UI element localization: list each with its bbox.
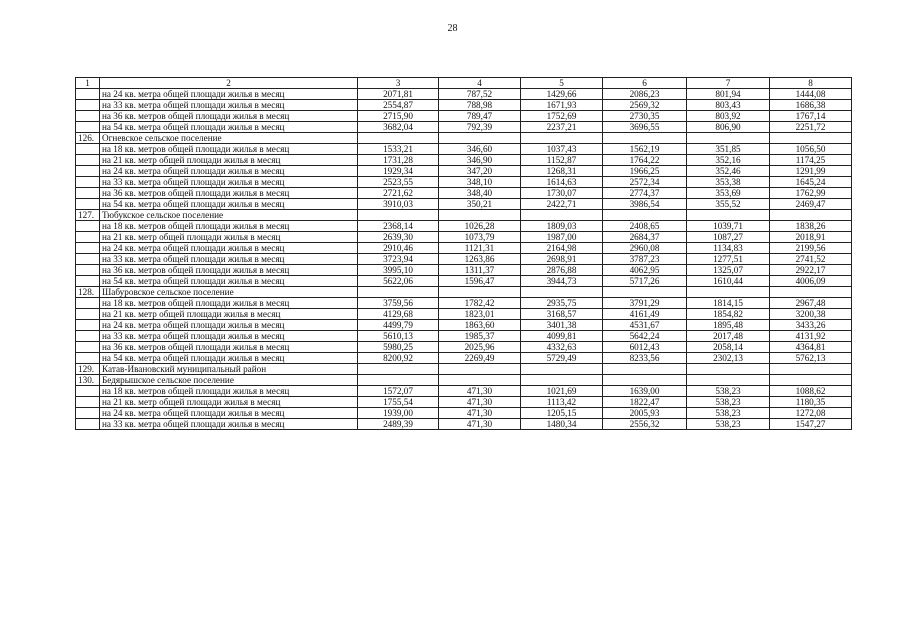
- row-number-cell: [76, 265, 100, 276]
- value-cell-col-6: 6012,43: [603, 342, 687, 353]
- row-number-cell: [76, 199, 100, 210]
- value-cell-col-8: [770, 210, 852, 221]
- table-row: [76, 100, 852, 111]
- value-cell-col-4: 1263,86: [439, 254, 521, 265]
- value-cell-col-8: 1686,38: [770, 100, 852, 111]
- settlement-name-cell: Тюбукское сельское поселение: [100, 210, 358, 221]
- value-cell-col-8: 3200,38: [770, 309, 852, 320]
- table-row: [76, 342, 852, 353]
- area-description-cell: на 24 кв. метра общей площади жилья в месяц: [100, 243, 358, 254]
- value-cell-col-7: 1814,15: [687, 298, 770, 309]
- value-cell-col-4: 350,21: [439, 199, 521, 210]
- column-number: 5: [521, 78, 603, 89]
- area-description-cell: на 54 кв. метра общей площади жилья в месяц: [100, 276, 358, 287]
- area-description-cell: на 21 кв. метр общей площади жилья в месяц: [100, 397, 358, 408]
- column-number: 1: [76, 78, 100, 89]
- value-cell-col-8: 1291,99: [770, 166, 852, 177]
- value-cell-col-3: [358, 210, 439, 221]
- value-cell-col-6: 3791,29: [603, 298, 687, 309]
- value-cell-col-8: 1762,99: [770, 188, 852, 199]
- value-cell-col-5: [521, 133, 603, 144]
- column-number: 7: [687, 78, 770, 89]
- area-description-cell: на 33 кв. метра общей площади жилья в месяц: [100, 331, 358, 342]
- area-description-cell: на 36 кв. метров общей площади жилья в месяц: [100, 111, 358, 122]
- row-number-cell: [76, 111, 100, 122]
- value-cell-col-4: 346,60: [439, 144, 521, 155]
- value-cell-col-7: 355,52: [687, 199, 770, 210]
- row-number-cell: 128.: [76, 287, 100, 298]
- area-description-cell: на 18 кв. метров общей площади жилья в месяц: [100, 144, 358, 155]
- table-row: [76, 254, 852, 265]
- value-cell-col-6: 1764,22: [603, 155, 687, 166]
- value-cell-col-5: 3401,38: [521, 320, 603, 331]
- value-cell-col-8: 1838,26: [770, 221, 852, 232]
- value-cell-col-7: 1610,44: [687, 276, 770, 287]
- area-description-cell: на 24 кв. метра общей площади жилья в месяц: [100, 166, 358, 177]
- value-cell-col-5: 1730,07: [521, 188, 603, 199]
- value-cell-col-7: [687, 364, 770, 375]
- value-cell-col-4: 1596,47: [439, 276, 521, 287]
- value-cell-col-6: 4161,49: [603, 309, 687, 320]
- value-cell-col-7: 2302,13: [687, 353, 770, 364]
- value-cell-col-4: 471,30: [439, 408, 521, 419]
- table-row: [76, 221, 852, 232]
- area-description-cell: на 33 кв. метра общей площади жилья в месяц: [100, 100, 358, 111]
- value-cell-col-5: 1480,34: [521, 419, 603, 430]
- value-cell-col-3: 2554,87: [358, 100, 439, 111]
- tariff-table: [75, 77, 852, 430]
- table-row: [76, 408, 852, 419]
- value-cell-col-4: 1782,42: [439, 298, 521, 309]
- value-cell-col-3: 2368,14: [358, 221, 439, 232]
- value-cell-col-5: 1671,93: [521, 100, 603, 111]
- value-cell-col-3: 5622,06: [358, 276, 439, 287]
- area-description-cell: на 18 кв. метров общей площади жилья в месяц: [100, 298, 358, 309]
- row-number-cell: [76, 419, 100, 430]
- area-description-cell: на 18 кв. метров общей площади жилья в месяц: [100, 221, 358, 232]
- value-cell-col-5: 1809,03: [521, 221, 603, 232]
- value-cell-col-6: 2005,93: [603, 408, 687, 419]
- section-row: [76, 287, 852, 298]
- value-cell-col-3: 2489,39: [358, 419, 439, 430]
- value-cell-col-5: 1113,42: [521, 397, 603, 408]
- table-row: [76, 122, 852, 133]
- table-body: [76, 78, 852, 430]
- area-description-cell: на 33 кв. метра общей площади жилья в месяц: [100, 419, 358, 430]
- value-cell-col-7: 801,94: [687, 89, 770, 100]
- value-cell-col-8: 4131,92: [770, 331, 852, 342]
- value-cell-col-5: 1614,63: [521, 177, 603, 188]
- row-number-cell: [76, 254, 100, 265]
- table-row: [76, 320, 852, 331]
- value-cell-col-4: 1073,79: [439, 232, 521, 243]
- value-cell-col-5: 2698,91: [521, 254, 603, 265]
- value-cell-col-6: 2774,37: [603, 188, 687, 199]
- table-row: [76, 188, 852, 199]
- value-cell-col-5: 4332,63: [521, 342, 603, 353]
- value-cell-col-7: 352,16: [687, 155, 770, 166]
- value-cell-col-8: 5762,13: [770, 353, 852, 364]
- value-cell-col-8: 2967,48: [770, 298, 852, 309]
- value-cell-col-8: 4364,81: [770, 342, 852, 353]
- value-cell-col-6: [603, 133, 687, 144]
- value-cell-col-8: 1767,14: [770, 111, 852, 122]
- value-cell-col-5: 3168,57: [521, 309, 603, 320]
- area-description-cell: на 33 кв. метра общей площади жилья в месяц: [100, 254, 358, 265]
- row-number-cell: [76, 122, 100, 133]
- value-cell-col-8: 2469,47: [770, 199, 852, 210]
- value-cell-col-7: [687, 375, 770, 386]
- value-cell-col-7: 803,92: [687, 111, 770, 122]
- value-cell-col-8: 4006,09: [770, 276, 852, 287]
- value-cell-col-5: 1021,69: [521, 386, 603, 397]
- value-cell-col-4: 1863,60: [439, 320, 521, 331]
- value-cell-col-6: 2960,08: [603, 243, 687, 254]
- value-cell-col-3: 1929,34: [358, 166, 439, 177]
- area-description-cell: на 36 кв. метров общей площади жилья в месяц: [100, 265, 358, 276]
- column-number: 8: [770, 78, 852, 89]
- row-number-cell: [76, 89, 100, 100]
- value-cell-col-8: 1174,25: [770, 155, 852, 166]
- table-row: [76, 166, 852, 177]
- area-description-cell: на 36 кв. метров общей площади жилья в месяц: [100, 188, 358, 199]
- area-description-cell: на 21 кв. метр общей площади жилья в месяц: [100, 155, 358, 166]
- value-cell-col-4: [439, 375, 521, 386]
- value-cell-col-3: [358, 364, 439, 375]
- settlement-name-cell: Шабуровское сельское поселение: [100, 287, 358, 298]
- value-cell-col-7: 803,43: [687, 100, 770, 111]
- value-cell-col-4: [439, 287, 521, 298]
- table-row: [76, 331, 852, 342]
- row-number-cell: 126.: [76, 133, 100, 144]
- row-number-cell: [76, 353, 100, 364]
- table-row: [76, 199, 852, 210]
- value-cell-col-6: 1562,19: [603, 144, 687, 155]
- row-number-cell: [76, 386, 100, 397]
- value-cell-col-6: 4062,95: [603, 265, 687, 276]
- row-number-cell: [76, 309, 100, 320]
- row-number-cell: [76, 100, 100, 111]
- row-number-cell: [76, 276, 100, 287]
- value-cell-col-8: 1444,08: [770, 89, 852, 100]
- value-cell-col-7: 353,38: [687, 177, 770, 188]
- value-cell-col-4: 347,20: [439, 166, 521, 177]
- value-cell-col-6: 3986,54: [603, 199, 687, 210]
- row-number-cell: [76, 298, 100, 309]
- value-cell-col-7: 1039,71: [687, 221, 770, 232]
- value-cell-col-5: 1429,66: [521, 89, 603, 100]
- value-cell-col-3: 2721,62: [358, 188, 439, 199]
- table-row: [76, 397, 852, 408]
- value-cell-col-8: 1056,50: [770, 144, 852, 155]
- value-cell-col-7: 353,69: [687, 188, 770, 199]
- area-description-cell: на 21 кв. метр общей площади жилья в месяц: [100, 309, 358, 320]
- area-description-cell: на 18 кв. метров общей площади жилья в месяц: [100, 386, 358, 397]
- value-cell-col-6: 2086,23: [603, 89, 687, 100]
- area-description-cell: на 33 кв. метра общей площади жилья в месяц: [100, 177, 358, 188]
- value-cell-col-3: 3759,56: [358, 298, 439, 309]
- value-cell-col-6: 2730,35: [603, 111, 687, 122]
- value-cell-col-3: [358, 375, 439, 386]
- value-cell-col-4: 792,39: [439, 122, 521, 133]
- value-cell-col-7: 1325,07: [687, 265, 770, 276]
- value-cell-col-3: 4129,68: [358, 309, 439, 320]
- value-cell-col-7: 2017,48: [687, 331, 770, 342]
- value-cell-col-4: 1121,31: [439, 243, 521, 254]
- value-cell-col-6: 1639,00: [603, 386, 687, 397]
- value-cell-col-5: 1268,31: [521, 166, 603, 177]
- value-cell-col-4: 787,52: [439, 89, 521, 100]
- value-cell-col-4: 471,30: [439, 419, 521, 430]
- value-cell-col-4: 1311,37: [439, 265, 521, 276]
- value-cell-col-5: [521, 375, 603, 386]
- value-cell-col-3: 3682,04: [358, 122, 439, 133]
- table-row: [76, 243, 852, 254]
- value-cell-col-7: 2058,14: [687, 342, 770, 353]
- row-number-cell: [76, 232, 100, 243]
- table-row: [76, 111, 852, 122]
- value-cell-col-4: [439, 133, 521, 144]
- area-description-cell: на 24 кв. метра общей площади жилья в месяц: [100, 320, 358, 331]
- value-cell-col-4: 346,90: [439, 155, 521, 166]
- settlement-name-cell: Огневское сельское поселение: [100, 133, 358, 144]
- area-description-cell: на 54 кв. метра общей площади жилья в месяц: [100, 122, 358, 133]
- value-cell-col-6: [603, 210, 687, 221]
- table-row: [76, 177, 852, 188]
- value-cell-col-3: 2715,90: [358, 111, 439, 122]
- value-cell-col-8: 1645,24: [770, 177, 852, 188]
- row-number-cell: [76, 331, 100, 342]
- table-row: [76, 232, 852, 243]
- value-cell-col-7: 352,46: [687, 166, 770, 177]
- value-cell-col-6: 3787,23: [603, 254, 687, 265]
- value-cell-col-5: 4099,81: [521, 331, 603, 342]
- value-cell-col-5: [521, 364, 603, 375]
- value-cell-col-7: 1087,27: [687, 232, 770, 243]
- value-cell-col-6: 2684,37: [603, 232, 687, 243]
- value-cell-col-8: 2199,56: [770, 243, 852, 254]
- table-row: [76, 309, 852, 320]
- value-cell-col-5: 1752,69: [521, 111, 603, 122]
- value-cell-col-6: 2408,65: [603, 221, 687, 232]
- value-cell-col-8: 3433,26: [770, 320, 852, 331]
- value-cell-col-6: 5717,26: [603, 276, 687, 287]
- value-cell-col-5: [521, 210, 603, 221]
- value-cell-col-5: 2935,75: [521, 298, 603, 309]
- value-cell-col-6: 5642,24: [603, 331, 687, 342]
- value-cell-col-6: 3696,55: [603, 122, 687, 133]
- table-row: [76, 155, 852, 166]
- row-number-cell: [76, 221, 100, 232]
- value-cell-col-6: [603, 287, 687, 298]
- value-cell-col-7: [687, 133, 770, 144]
- value-cell-col-8: 1272,08: [770, 408, 852, 419]
- value-cell-col-3: 4499,79: [358, 320, 439, 331]
- area-description-cell: на 54 кв. метра общей площади жилья в месяц: [100, 199, 358, 210]
- value-cell-col-3: 1939,00: [358, 408, 439, 419]
- table-row: [76, 419, 852, 430]
- value-cell-col-8: [770, 364, 852, 375]
- column-number: 2: [100, 78, 358, 89]
- value-cell-col-5: 3944,73: [521, 276, 603, 287]
- value-cell-col-5: 1987,00: [521, 232, 603, 243]
- row-number-cell: [76, 177, 100, 188]
- area-description-cell: на 24 кв. метра общей площади жилья в месяц: [100, 408, 358, 419]
- value-cell-col-7: 806,90: [687, 122, 770, 133]
- row-number-cell: 130.: [76, 375, 100, 386]
- row-number-cell: 129.: [76, 364, 100, 375]
- value-cell-col-5: 1205,15: [521, 408, 603, 419]
- value-cell-col-8: 2741,52: [770, 254, 852, 265]
- row-number-cell: 127.: [76, 210, 100, 221]
- section-row: [76, 375, 852, 386]
- value-cell-col-7: [687, 287, 770, 298]
- value-cell-col-7: [687, 210, 770, 221]
- value-cell-col-5: 1037,43: [521, 144, 603, 155]
- table-row: [76, 89, 852, 100]
- value-cell-col-5: 2164,98: [521, 243, 603, 254]
- value-cell-col-3: [358, 133, 439, 144]
- value-cell-col-5: 5729,49: [521, 353, 603, 364]
- value-cell-col-8: 1088,62: [770, 386, 852, 397]
- row-number-cell: [76, 166, 100, 177]
- value-cell-col-5: 2422,71: [521, 199, 603, 210]
- row-number-cell: [76, 397, 100, 408]
- table-row: [76, 276, 852, 287]
- value-cell-col-4: 1823,01: [439, 309, 521, 320]
- value-cell-col-6: 2556,32: [603, 419, 687, 430]
- value-cell-col-4: 348,10: [439, 177, 521, 188]
- value-cell-col-7: 1277,51: [687, 254, 770, 265]
- value-cell-col-4: 788,98: [439, 100, 521, 111]
- section-row: [76, 133, 852, 144]
- value-cell-col-7: 538,23: [687, 386, 770, 397]
- value-cell-col-3: 1731,28: [358, 155, 439, 166]
- table-row: [76, 353, 852, 364]
- value-cell-col-7: 1854,82: [687, 309, 770, 320]
- value-cell-col-7: 538,23: [687, 408, 770, 419]
- area-description-cell: на 36 кв. метров общей площади жилья в месяц: [100, 342, 358, 353]
- table-row: [76, 144, 852, 155]
- table-row: [76, 386, 852, 397]
- value-cell-col-6: 8233,56: [603, 353, 687, 364]
- section-row: [76, 210, 852, 221]
- value-cell-col-4: 1026,28: [439, 221, 521, 232]
- value-cell-col-3: 2639,30: [358, 232, 439, 243]
- value-cell-col-4: 789,47: [439, 111, 521, 122]
- value-cell-col-4: 471,30: [439, 397, 521, 408]
- row-number-cell: [76, 342, 100, 353]
- value-cell-col-3: 8200,92: [358, 353, 439, 364]
- value-cell-col-3: 3995,10: [358, 265, 439, 276]
- row-number-cell: [76, 320, 100, 331]
- value-cell-col-3: 3723,94: [358, 254, 439, 265]
- section-row: [76, 364, 852, 375]
- value-cell-col-7: 351,85: [687, 144, 770, 155]
- row-number-cell: [76, 408, 100, 419]
- value-cell-col-8: 1547,27: [770, 419, 852, 430]
- value-cell-col-6: [603, 375, 687, 386]
- value-cell-col-8: 1180,35: [770, 397, 852, 408]
- value-cell-col-7: 1134,83: [687, 243, 770, 254]
- value-cell-col-6: 2572,34: [603, 177, 687, 188]
- column-number: 6: [603, 78, 687, 89]
- table-row: [76, 298, 852, 309]
- value-cell-col-3: 2071,81: [358, 89, 439, 100]
- value-cell-col-8: [770, 133, 852, 144]
- value-cell-col-3: 1755,54: [358, 397, 439, 408]
- value-cell-col-6: 1822,47: [603, 397, 687, 408]
- page-number: 28: [447, 23, 458, 34]
- area-description-cell: на 24 кв. метра общей площади жилья в месяц: [100, 89, 358, 100]
- value-cell-col-4: [439, 364, 521, 375]
- row-number-cell: [76, 155, 100, 166]
- value-cell-col-6: 1966,25: [603, 166, 687, 177]
- value-cell-col-3: [358, 287, 439, 298]
- value-cell-col-3: 2523,55: [358, 177, 439, 188]
- value-cell-col-5: 2237,21: [521, 122, 603, 133]
- value-cell-col-3: 2910,46: [358, 243, 439, 254]
- value-cell-col-7: 538,23: [687, 397, 770, 408]
- column-number: 3: [358, 78, 439, 89]
- value-cell-col-7: 1895,48: [687, 320, 770, 331]
- column-number: 4: [439, 78, 521, 89]
- value-cell-col-8: 2018,91: [770, 232, 852, 243]
- value-cell-col-8: 2251,72: [770, 122, 852, 133]
- row-number-cell: [76, 243, 100, 254]
- value-cell-col-8: 2922,17: [770, 265, 852, 276]
- value-cell-col-6: [603, 364, 687, 375]
- value-cell-col-4: [439, 210, 521, 221]
- row-number-cell: [76, 188, 100, 199]
- value-cell-col-3: 3910,03: [358, 199, 439, 210]
- value-cell-col-4: 348,40: [439, 188, 521, 199]
- value-cell-col-5: 2876,88: [521, 265, 603, 276]
- value-cell-col-5: [521, 287, 603, 298]
- settlement-name-cell: Катав-Ивановский муниципальный район: [100, 364, 358, 375]
- value-cell-col-7: 538,23: [687, 419, 770, 430]
- value-cell-col-6: 2569,32: [603, 100, 687, 111]
- value-cell-col-3: 5980,25: [358, 342, 439, 353]
- value-cell-col-5: 1152,87: [521, 155, 603, 166]
- table-row: [76, 265, 852, 276]
- value-cell-col-8: [770, 375, 852, 386]
- value-cell-col-8: [770, 287, 852, 298]
- area-description-cell: на 21 кв. метр общей площади жилья в месяц: [100, 232, 358, 243]
- value-cell-col-3: 1572,07: [358, 386, 439, 397]
- value-cell-col-4: 471,30: [439, 386, 521, 397]
- value-cell-col-4: 2269,49: [439, 353, 521, 364]
- settlement-name-cell: Бедярышское сельское поселение: [100, 375, 358, 386]
- value-cell-col-4: 2025,96: [439, 342, 521, 353]
- column-number-row: [76, 78, 852, 89]
- value-cell-col-3: 5610,13: [358, 331, 439, 342]
- row-number-cell: [76, 144, 100, 155]
- value-cell-col-4: 1985,37: [439, 331, 521, 342]
- value-cell-col-3: 1533,21: [358, 144, 439, 155]
- area-description-cell: на 54 кв. метра общей площади жилья в месяц: [100, 353, 358, 364]
- value-cell-col-6: 4531,67: [603, 320, 687, 331]
